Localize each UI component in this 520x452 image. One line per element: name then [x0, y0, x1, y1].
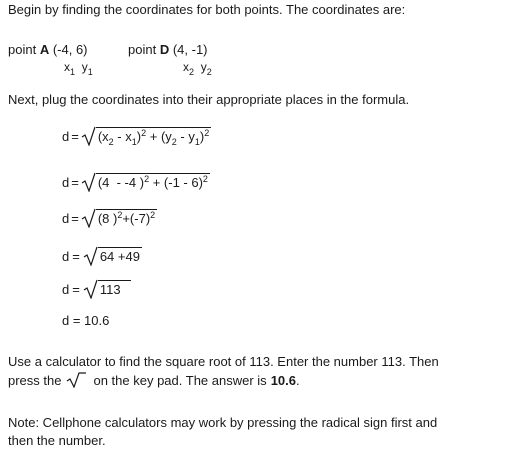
formula-part: ): [136, 129, 142, 144]
point-d-x-sub: 2: [189, 67, 195, 77]
formula-sub: 2: [171, 137, 177, 147]
point-a-block: [8, 42, 88, 57]
point-d-y-sub: 2: [206, 67, 212, 77]
step-exp: 2: [144, 174, 150, 184]
step-exp: 2: [150, 210, 156, 220]
step-equals: =: [71, 174, 79, 190]
formula-part: (y: [160, 129, 172, 144]
step-part: +: [149, 175, 164, 190]
step-d: d: [62, 248, 70, 264]
point-a-coords: (-4, 6): [52, 42, 88, 57]
formula-part: - y: [176, 129, 195, 144]
note-line2: then the number.: [8, 433, 106, 448]
calc-line1: Use a calculator to find the square root of 113. Enter the number 113. Then: [8, 354, 439, 369]
step-sum: [62, 246, 142, 266]
formula-sub: 1: [131, 137, 137, 147]
formula-part: (x: [97, 129, 109, 144]
step-d: d: [62, 174, 70, 190]
step-sum-radicand: 64 +49: [99, 249, 140, 264]
step-d: d: [62, 210, 70, 226]
step-part: (4 - -4 ): [97, 175, 145, 190]
step-equals: =: [72, 248, 80, 264]
note-line1: Note: Cellphone calculators may work by pressing the radical sign first and: [8, 415, 438, 430]
point-d-variables: [183, 60, 212, 77]
formula-radicand: [96, 127, 211, 147]
step-sub-radicand: [96, 173, 210, 190]
step-part: +(-7): [122, 211, 151, 226]
point-a-x-sub: 1: [70, 67, 76, 77]
calc-line2: [8, 372, 300, 388]
point-d-name: D: [159, 42, 170, 57]
point-a-x: x: [64, 60, 70, 74]
step-113-radical: [83, 279, 131, 299]
step-sub-radical: [81, 172, 210, 192]
point-a-y: y: [81, 60, 88, 74]
radical-key-icon: [65, 372, 87, 388]
point-a-name: A: [39, 42, 50, 57]
result-text: d = 10.6: [62, 313, 110, 328]
radical-sign-icon: [83, 246, 98, 266]
formula-part: +: [146, 129, 161, 144]
step-equals: =: [72, 281, 80, 297]
point-d-coords: (4, -1): [172, 42, 208, 57]
formula-sub: 2: [108, 137, 114, 147]
point-d-y: y: [200, 60, 207, 74]
formula-sub: 1: [194, 137, 200, 147]
intro-text: Begin by finding the coordinates for both points. The coordinates are:: [8, 2, 406, 17]
step-equals: =: [71, 210, 79, 226]
point-a-y-sub: 1: [87, 67, 93, 77]
formula-part: - x: [113, 129, 132, 144]
step-d: d: [62, 281, 70, 297]
step-113-radicand: 113: [98, 280, 131, 297]
formula-exp: 2: [204, 128, 210, 138]
point-a-variables: [64, 60, 93, 77]
distance-formula: [62, 126, 211, 146]
formula-equals: =: [71, 128, 79, 144]
radical-sign-icon: [81, 126, 96, 146]
step-substitution: [62, 172, 210, 192]
step-part: (8 ): [97, 211, 118, 226]
formula-d: d: [62, 128, 70, 144]
radical-sign-icon: [81, 208, 96, 228]
step2-text: Next, plug the coordinates into their appropriate places in the formula.: [8, 92, 410, 107]
calc-keypad-text: on the key pad. The answer is: [93, 372, 267, 388]
step-exp: 2: [202, 174, 208, 184]
point-d-label: point: [128, 42, 157, 57]
step-113: [62, 279, 131, 299]
formula-exp: 2: [141, 128, 147, 138]
step-simp-radical: [81, 208, 157, 228]
step-sum-radical: [83, 246, 142, 266]
step-exp: 2: [117, 210, 123, 220]
calc-press-text: press the: [8, 372, 62, 388]
formula-part: ): [199, 129, 205, 144]
radical-sign-icon: [81, 172, 96, 192]
radical-sign-icon: [83, 279, 98, 299]
formula-radical: [81, 126, 211, 146]
step-simplified: [62, 208, 157, 228]
step-part: (-1 - 6): [163, 175, 203, 190]
calc-answer: 10.6: [270, 372, 296, 388]
point-a-label: point: [8, 42, 37, 57]
calc-period: .: [296, 372, 300, 388]
point-d-x: x: [183, 60, 189, 74]
step-simp-radicand: [96, 209, 157, 226]
point-d-block: [128, 42, 208, 57]
